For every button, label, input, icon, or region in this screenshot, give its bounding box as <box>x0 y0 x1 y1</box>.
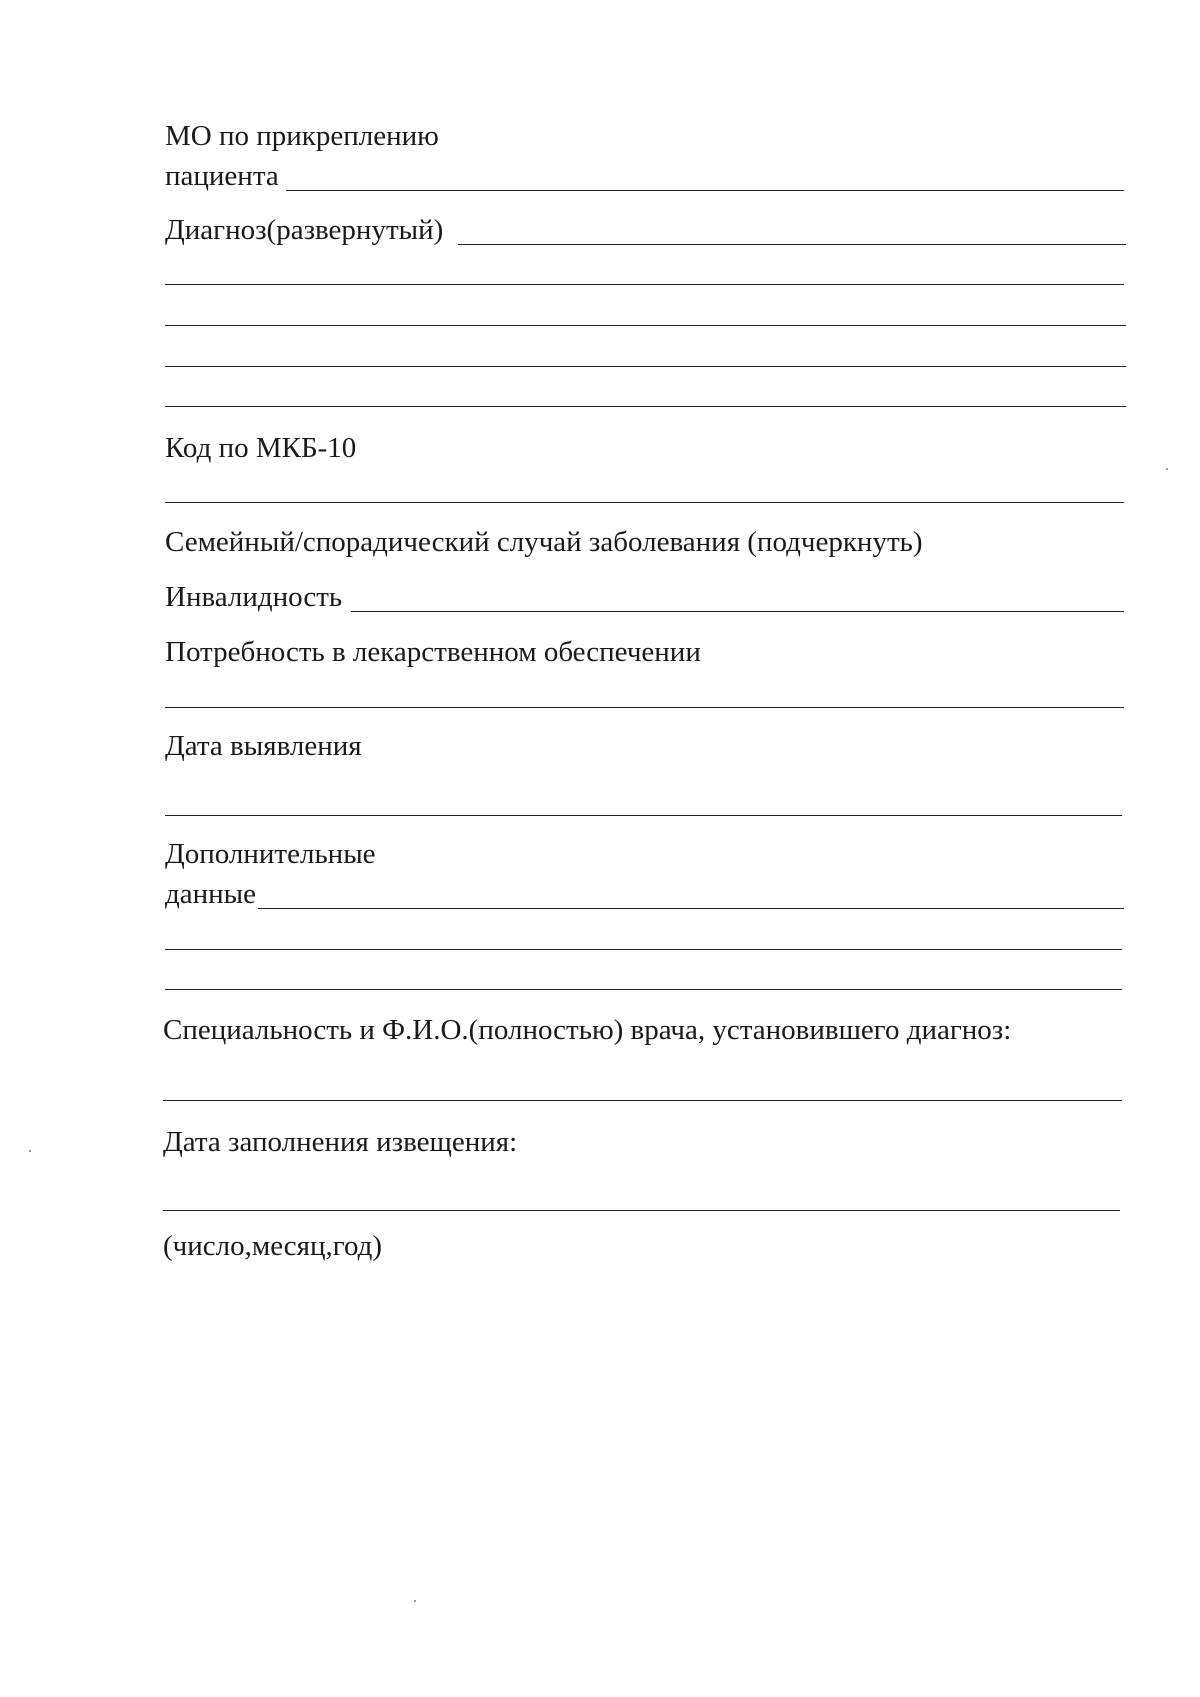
additional-label-line1: Дополнительные <box>165 838 376 870</box>
mo-label-line2: пациента <box>165 160 279 192</box>
icd-code-label: Код по МКБ-10 <box>165 432 357 464</box>
date-format-hint: (число,месяц,год) <box>163 1230 383 1262</box>
diagnosis-field-line-5[interactable] <box>165 406 1126 407</box>
scan-speck <box>1166 468 1168 470</box>
detection-date-field-line[interactable] <box>165 815 1122 816</box>
scan-speck <box>29 1150 31 1152</box>
scan-speck <box>414 1600 416 1602</box>
doctor-field-line[interactable] <box>163 1100 1122 1101</box>
diagnosis-field-line-4[interactable] <box>165 366 1126 367</box>
drug-need-field-line[interactable] <box>165 707 1124 708</box>
detection-date-label: Дата выявления <box>165 730 362 762</box>
additional-field-line-1[interactable] <box>258 908 1124 909</box>
diagnosis-label: Диагноз(развернутый) <box>165 214 444 246</box>
fill-date-label: Дата заполнения извещения: <box>163 1126 518 1158</box>
disability-field-line[interactable] <box>351 611 1124 612</box>
case-type-label[interactable]: Семейный/спорадический случай заболевания (подчеркнуть) <box>165 526 923 558</box>
diagnosis-field-line-1[interactable] <box>458 244 1126 245</box>
icd-code-field-line[interactable] <box>165 502 1124 503</box>
disability-label: Инвалидность <box>165 581 343 613</box>
mo-label-line1: МО по прикреплению <box>165 120 439 152</box>
additional-label-line2: данные <box>165 878 257 910</box>
diagnosis-field-line-2[interactable] <box>165 284 1124 285</box>
additional-field-line-3[interactable] <box>165 989 1122 990</box>
mo-field-line[interactable] <box>286 190 1124 191</box>
doctor-label: Специальность и Ф.И.О.(полностью) врача, установившего диагноз: <box>163 1014 1012 1046</box>
diagnosis-field-line-3[interactable] <box>165 325 1126 326</box>
fill-date-field-line[interactable] <box>163 1210 1120 1211</box>
additional-field-line-2[interactable] <box>165 949 1122 950</box>
drug-need-label: Потребность в лекарственном обеспечении <box>165 636 701 668</box>
